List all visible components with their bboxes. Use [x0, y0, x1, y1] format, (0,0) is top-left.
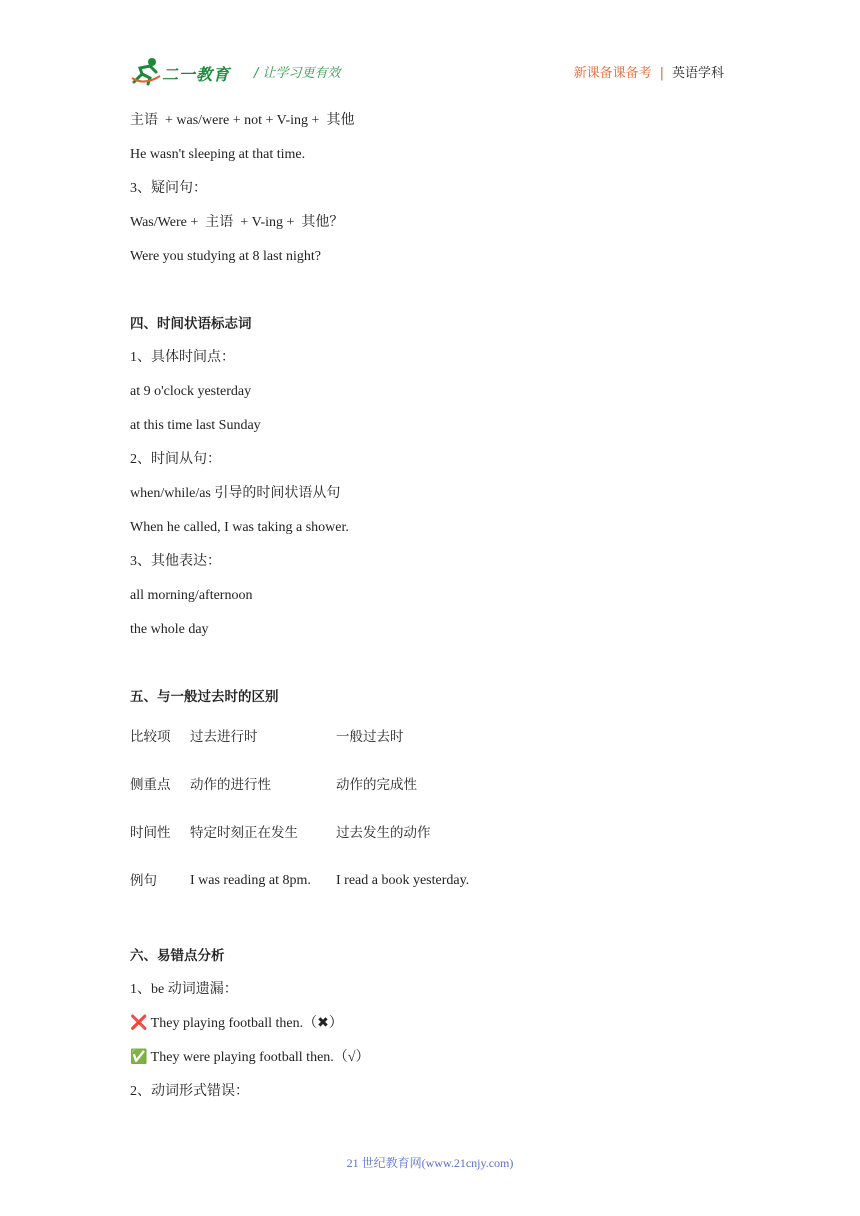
- page-footer: 21 世纪教育网(www.21cnjy.com): [346, 1156, 514, 1170]
- text-line: when/while/as 引导的时间状语从句: [130, 486, 341, 501]
- table-cell: I read a book yesterday.: [336, 873, 470, 888]
- correct-example: ✅ They were playing football then.（√）: [130, 1050, 370, 1065]
- text-line: 1、be 动词遗漏：: [130, 982, 238, 997]
- table-cell: 过去进行时: [190, 729, 258, 745]
- table-cell: 特定时刻正在发生: [190, 825, 298, 841]
- section-heading: 六、易错点分析: [130, 948, 225, 964]
- table-cell: 动作的进行性: [190, 777, 271, 793]
- text-line: When he called, I was taking a shower.: [130, 520, 349, 535]
- header-course-label: 新课备课备考: [573, 66, 652, 81]
- header-subject-label: 英语学科: [671, 66, 724, 81]
- text-line: He wasn't sleeping at that time.: [130, 147, 306, 162]
- text-line: at this time last Sunday: [130, 418, 261, 433]
- text-line: 3、其他表达：: [130, 554, 221, 569]
- header-slogan: / 让学习更有效: [254, 66, 341, 81]
- table-cell: 一般过去时: [336, 729, 404, 745]
- header-separator: |: [659, 66, 664, 81]
- text-line: 2、动词形式错误：: [130, 1084, 249, 1099]
- text-line: 1、具体时间点：: [130, 350, 235, 365]
- text-line: Was/Were + 主语 + V-ing + 其他？: [130, 215, 344, 230]
- text-line: the whole day: [130, 622, 209, 637]
- table-cell: 时间性: [130, 825, 171, 841]
- text-line: at 9 o'clock yesterday: [130, 384, 252, 399]
- text-line: 3、疑问句：: [130, 181, 207, 196]
- text-line: 主语 + was/were + not + V-ing + 其他: [130, 113, 355, 128]
- text-line: all morning/afternoon: [130, 588, 253, 603]
- document-body: [130, 110, 730, 1115]
- table-cell: 过去发生的动作: [336, 825, 431, 841]
- logo-text: 二一教育: [162, 65, 231, 84]
- page-header: [130, 56, 724, 90]
- wrong-example: ❌ They playing football then.（✖）: [130, 1016, 343, 1031]
- table-row: [130, 822, 730, 870]
- section-heading: 五、与一般过去时的区别: [130, 689, 279, 705]
- table-row: [130, 774, 730, 822]
- table-row: [130, 870, 730, 918]
- comparison-table: [130, 726, 730, 918]
- section-heading: 四、时间状语标志词: [130, 316, 252, 332]
- table-cell: 例句: [130, 873, 157, 889]
- text-line: 2、时间从句：: [130, 452, 221, 467]
- text-line: Were you studying at 8 last night?: [130, 249, 321, 264]
- runner-logo-icon: [130, 56, 162, 86]
- table-cell: 侧重点: [130, 777, 171, 793]
- header-subject: [574, 62, 724, 81]
- table-cell: 动作的完成性: [336, 777, 417, 793]
- table-cell: I was reading at 8pm.: [190, 873, 311, 888]
- logo: [130, 56, 242, 90]
- table-cell: 比较项: [130, 729, 171, 745]
- table-row: [130, 726, 730, 774]
